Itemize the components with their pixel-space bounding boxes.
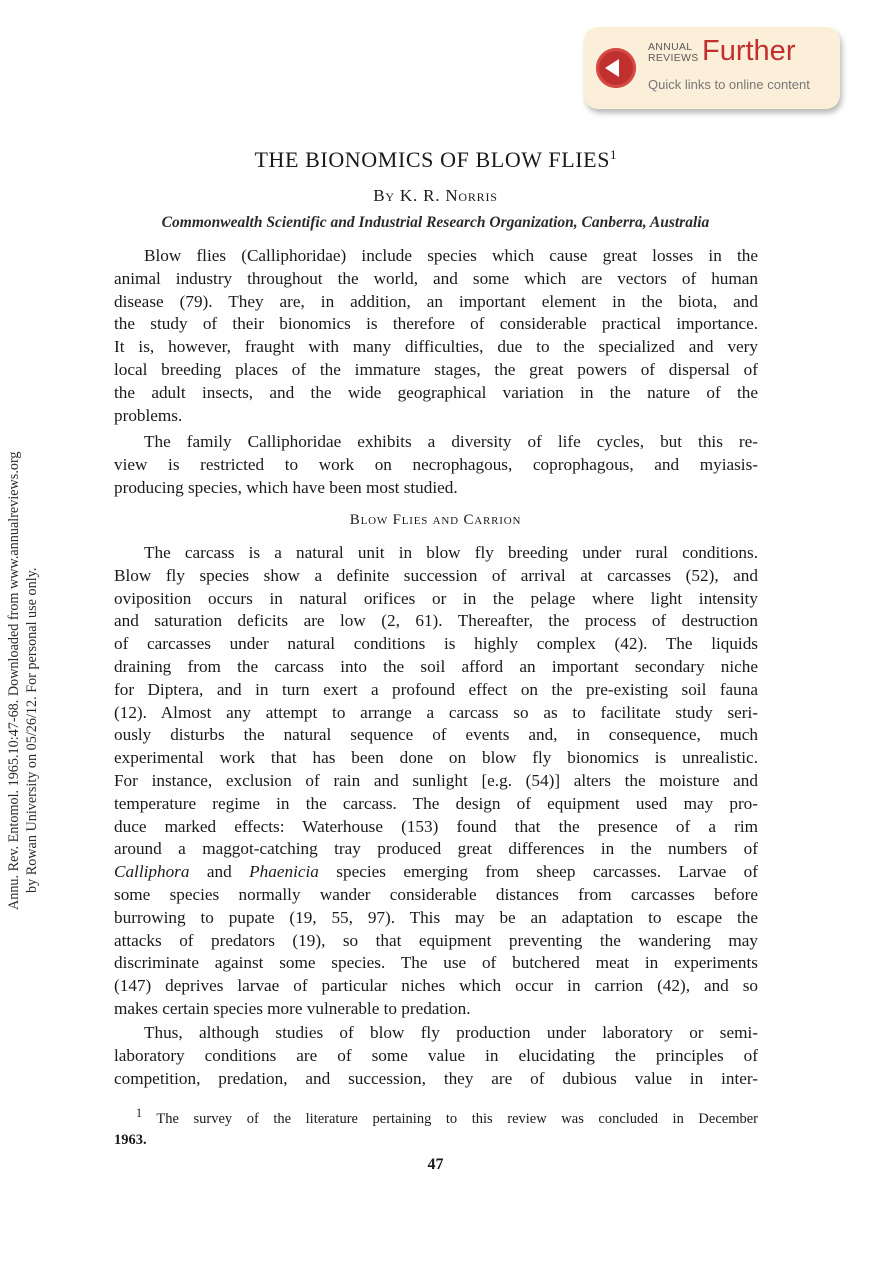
text-line: Blow fly species show a definite succession of arrival at carcasses (52), and <box>114 565 758 585</box>
text-line: draining from the carcass into the soil afford an important secondary niche <box>114 656 758 676</box>
text-line: (12). Almost any attempt to arrange a carcass so as to facilitate study seri- <box>114 702 758 722</box>
text-line: oviposition occurs in natural orifices or in the pelage where light intensity <box>114 588 758 608</box>
text-line: for Diptera, and in turn exert a profound effect on the pre-existing soil fauna <box>114 679 758 699</box>
annual-reviews-wordmark <box>648 42 699 64</box>
back-arrow-icon[interactable] <box>596 48 636 88</box>
text-line: (147) deprives larvae of particular niches which occur in carrion (42), and so <box>114 976 758 996</box>
footnote-mark: 1 <box>136 1106 143 1120</box>
genus-name: Phaenicia <box>249 862 319 882</box>
text-line: The family Calliphoridae exhibits a diversity of life cycles, but this re- <box>144 432 758 451</box>
text-line: producing species, which have been most studied. <box>114 477 458 497</box>
text-line: Calliphora and Phaenicia species emerging from sheep carcasses. Larvae of <box>114 862 758 882</box>
watermark-line-2: by Rowan University on 05/26/12. For personal use only. <box>24 567 40 893</box>
text-line: discriminate against some species. The use of butchered meat in experiments <box>114 953 758 973</box>
page-number: 47 <box>427 1156 444 1173</box>
further-quick-links-badge[interactable] <box>584 27 840 109</box>
annual-label: ANNUAL <box>648 41 693 53</box>
text-line: problems. <box>114 405 183 425</box>
text-line: and saturation deficits are low (2, 61). Thereafter, the process of destruction <box>114 611 758 631</box>
footnote-line-1 <box>114 1103 758 1130</box>
title-footnote-mark[interactable]: 1 <box>610 147 617 162</box>
footnote-year: 1963. <box>114 1131 147 1148</box>
footnote-line-2 <box>114 1130 758 1151</box>
text-line: ously disturbs the natural sequence of events and, in consequence, much <box>114 725 758 745</box>
author-name: K. R. Norris <box>399 186 498 205</box>
text-line: of carcasses under natural conditions is highly complex (42). The liquids <box>114 634 758 654</box>
text-line: experimental work that has been done on blow fly bionomics is unrealistic. <box>114 748 758 768</box>
text-line: some species normally wander considerable distances from carcasses before <box>114 884 758 904</box>
paragraph-scope <box>114 431 758 499</box>
quick-links-label[interactable]: Quick links to online content <box>648 77 810 92</box>
paragraph-carcass <box>114 542 758 1021</box>
text-line: Thus, although studies of blow fly production under laboratory or semi- <box>144 1023 758 1042</box>
text-line: competition, predation, and succession, they are of dubious value in inter- <box>114 1068 758 1088</box>
text-line: the adult insects, and the wide geographical variation in the nature of the <box>114 382 758 402</box>
text-line: the study of their bionomics is therefore of considerable practical importance. <box>114 314 758 334</box>
author-affiliation: Commonwealth Scientific and Industrial Research Organization, Canberra, Australia <box>161 214 710 231</box>
footnote <box>114 1103 758 1151</box>
byline-prefix: By <box>373 186 395 205</box>
section-heading: Blow Flies and Carrion <box>349 512 522 528</box>
text-line: The carcass is a natural unit in blow fly breeding under rural conditions. <box>144 543 758 562</box>
further-label: Further <box>702 35 796 67</box>
text-line: makes certain species more vulnerable to predation. <box>114 998 471 1018</box>
text-line: It is, however, fraught with many difficulties, due to the specialized and very <box>114 337 758 357</box>
paragraph-laboratory <box>114 1022 758 1090</box>
text-line: animal industry throughout the world, and some which are vectors of human <box>114 268 758 288</box>
article-title <box>0 147 871 173</box>
text-line: view is restricted to work on necrophagous, coprophagous, and myiasis- <box>114 454 758 474</box>
footnote-text: The survey of the literature pertaining to this review was concluded in December <box>156 1110 758 1127</box>
download-watermark <box>2 365 50 910</box>
text-line: attacks of predators (19), so that equipment preventing the wandering may <box>114 930 758 950</box>
text-line: laboratory conditions are of some value in elucidating the principles of <box>114 1045 758 1065</box>
text-line: around a maggot-catching tray produced great differences in the numbers of <box>114 839 758 859</box>
article-title-text: THE BIONOMICS OF BLOW FLIES <box>254 147 611 172</box>
paragraph-intro <box>114 245 758 427</box>
watermark-line-1: Annu. Rev. Entomol. 1965.10:47-68. Downloaded from www.annualreviews.org <box>6 451 22 910</box>
genus-name: Calliphora <box>114 862 190 882</box>
text-line: For instance, exclusion of rain and sunlight [e.g. (54)] alters the moisture and <box>114 770 758 790</box>
text-line: local breeding places of the immature stages, the great powers of dispersal of <box>114 359 758 379</box>
text-line: temperature regime in the carcass. The design of equipment used may pro- <box>114 793 758 813</box>
text-line: burrowing to pupate (19, 55, 97). This may be an adaptation to escape the <box>114 907 758 927</box>
reviews-label: REVIEWS <box>648 52 699 64</box>
text-line: disease (79). They are, in addition, an important element in the biota, and <box>114 291 758 311</box>
text-line: duce marked effects: Waterhouse (153) found that the presence of a rim <box>114 816 758 836</box>
text-line: Blow flies (Calliphoridae) include species which cause great losses in the <box>144 246 758 265</box>
byline <box>0 186 871 206</box>
